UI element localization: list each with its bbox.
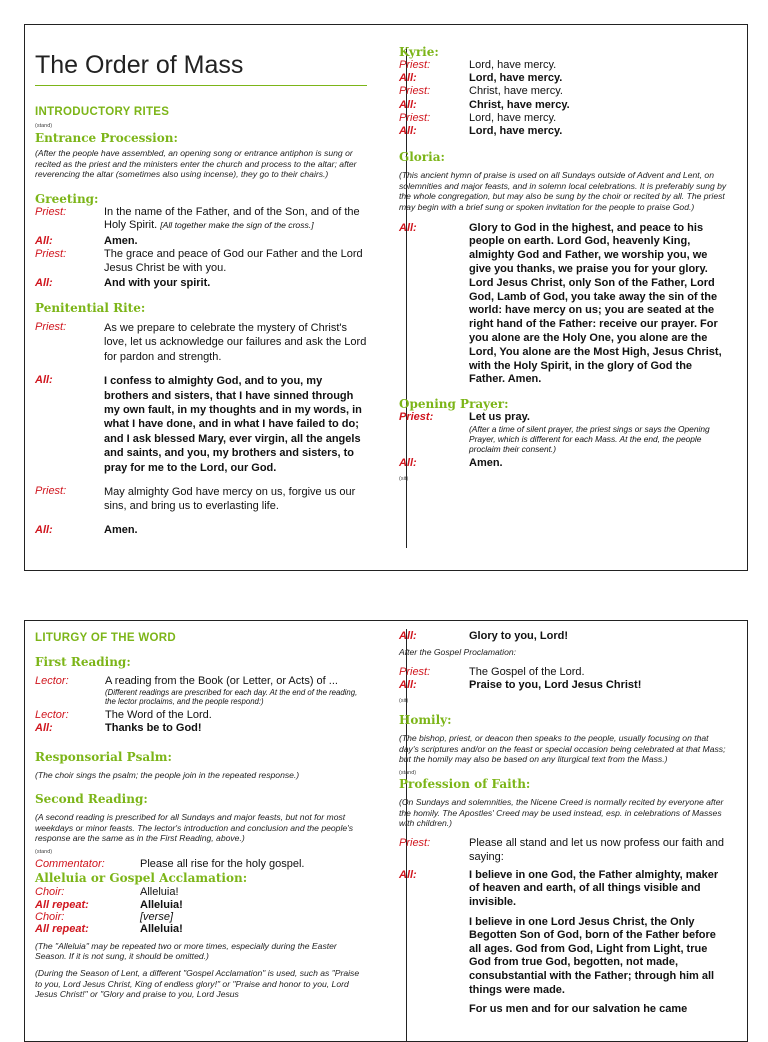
line-text: Lord, have mercy. bbox=[469, 59, 557, 71]
penitential-line bbox=[35, 321, 368, 364]
sit-cue: (sit) bbox=[399, 475, 409, 482]
after-gospel-note: After the Gospel Proclamation: bbox=[399, 647, 517, 658]
homily-title: Homily: bbox=[399, 713, 452, 728]
line-text: As we prepare to celebrate the mystery of Christ's love, let us acknowledge our failures and ask the Lord for pardon and strength. bbox=[104, 322, 367, 363]
opening-prayer-note: (After a time of silent prayer, the priest sings or says the Opening Prayer, which is different for each Mass. At the end, the people proclaim their consent.) bbox=[469, 424, 710, 455]
penitential-line bbox=[35, 485, 368, 514]
speaker-label: Choir: bbox=[35, 886, 65, 899]
speaker-label: All: bbox=[399, 72, 417, 85]
stand-cue: (stand) bbox=[399, 769, 417, 776]
speaker-label: All: bbox=[399, 457, 417, 470]
speaker-label: Priest: bbox=[399, 59, 431, 71]
line-text: Let us pray. (After a time of silent prayer, the priest sings or says the Opening Prayer, which is different for each Mass. At the end, the people proclaim their consent.) bbox=[469, 411, 729, 454]
stand-cue: (stand) bbox=[35, 848, 53, 855]
line-text: Glory to you, Lord! bbox=[469, 630, 568, 642]
opening-prayer-title: Opening Prayer: bbox=[399, 397, 509, 412]
speaker-label: All: bbox=[35, 276, 53, 289]
creed-paragraph: I believe in one Lord Jesus Christ, the Only Begotten Son of God, born of the Father before all ages. God from God, Light from Light, true God from true God, begotten, not made, consubstantial with the Father; through him all things were made. bbox=[469, 915, 716, 996]
line-text: Amen. bbox=[104, 235, 138, 248]
speaker-label: All repeat: bbox=[35, 898, 89, 911]
speaker-label: Commentator: bbox=[35, 857, 105, 870]
speaker-label: Priest: bbox=[35, 321, 67, 333]
gospel-response-line bbox=[399, 630, 729, 643]
faith-note: (On Sundays and solemnities, the Nicene Creed is normally recited by everyone after the homily. The Apostles' Creed may be used instead, esp. in celebrations of Masses with children.) bbox=[399, 796, 724, 829]
page-title: The Order of Mass bbox=[35, 51, 244, 79]
speaker-label: Choir: bbox=[35, 911, 65, 923]
line-text: Alleluia! bbox=[140, 886, 179, 899]
psalm-note: (The choir sings the psalm; the people join in the repeated response.) bbox=[35, 769, 300, 780]
speaker-label: All: bbox=[35, 235, 53, 248]
gospel-line bbox=[399, 679, 729, 692]
speaker-label: Priest: bbox=[399, 665, 431, 678]
speaker-label: All: bbox=[399, 125, 417, 138]
entrance-note: (After the people have assembled, an opening song or entrance antiphon is sung or recited as the priest and the ministers enter the church and process to the altar; after reverencing the altar (sometimes also using incense), they go to their chairs.) bbox=[35, 148, 357, 180]
speaker-label: Priest: bbox=[35, 485, 67, 498]
lent-note: (During the Season of Lent, a different "Gospel Acclamation" is used, such as "Praise to you, Lord Jesus Christ, King of endless glory!" or "Praise and honor to you, Lord Jesus Christ!" or "Glory and praise to you, Lord Jesus bbox=[35, 968, 360, 1000]
gloria-line bbox=[399, 222, 729, 388]
kyrie-title: Kyrie: bbox=[399, 45, 439, 59]
first-reading-line bbox=[35, 675, 368, 706]
sit-cue: (sit) bbox=[399, 698, 409, 705]
page-two bbox=[24, 620, 748, 1042]
first-reading-line bbox=[35, 709, 368, 722]
speaker-label: Lector: bbox=[35, 675, 69, 687]
creed-paragraph: For us men and for our salvation he came bbox=[469, 1003, 688, 1016]
first-reading-note: (Different readings are prescribed for each day. At the end of the reading, the lector proclaims, and the people respond:) bbox=[105, 688, 358, 707]
line-text: Lord, have mercy. bbox=[469, 111, 557, 124]
line-text: A reading from the Book (or Letter, or Acts) of ... (Different readings are prescribed for each day. At the end of the reading, the lector proclaims, and the people respond:) bbox=[105, 675, 368, 706]
alleluia-title: Alleluia or Gospel Acclamation: bbox=[35, 871, 248, 886]
speaker-label: Priest: bbox=[399, 836, 431, 849]
greeting-line bbox=[35, 277, 368, 290]
alleluia-line bbox=[35, 911, 368, 923]
line-text: The Gospel of the Lord. bbox=[469, 665, 585, 678]
greeting-line bbox=[35, 248, 368, 274]
speaker-label: All: bbox=[399, 98, 417, 111]
alleluia-note: (The "Alleluia" may be repeated two or more times, especially during the Easter Season. If it is not sung, it should be omitted.) bbox=[35, 940, 337, 962]
entrance-title: Entrance Procession: bbox=[35, 131, 178, 145]
kyrie-line bbox=[399, 59, 729, 72]
speaker-label: Priest: bbox=[399, 85, 431, 98]
title-rule bbox=[35, 85, 367, 86]
homily-note: (The bishop, priest, or deacon then speaks to the people, usually focusing on that day's scriptures and/or on the feast or special occasion being celebrated at that Mass; but the homily may also be based on any liturgical text from the Mass.) bbox=[399, 733, 726, 765]
line-text: May almighty God have mercy on us, forgive us our sins, and bring us to everlasting life. bbox=[104, 486, 356, 513]
speaker-label: Priest: bbox=[35, 248, 67, 261]
gloria-note: (This ancient hymn of praise is used on all Sundays outside of Advent and Lent, on solemnities and major feasts, and in solemn local celebrations. It is preferably sung by the whole congregation, but may also be sung by the choir or recited by all. The priest may begin with a brief sung or spoken invitation for the people to praise God.) bbox=[399, 170, 727, 212]
line-text: Christ, have mercy. bbox=[469, 98, 570, 111]
speaker-label: All: bbox=[399, 630, 417, 642]
page-one bbox=[24, 24, 748, 571]
line-text bbox=[469, 869, 729, 1017]
speaker-label: All: bbox=[35, 523, 53, 536]
alleluia-line bbox=[35, 899, 368, 911]
speaker-label: Priest: bbox=[35, 205, 67, 218]
first-reading-title: First Reading: bbox=[35, 655, 131, 669]
line-text: Please all rise for the holy gospel. bbox=[140, 857, 305, 870]
speaker-label: All: bbox=[35, 374, 53, 387]
penitential-line bbox=[35, 524, 368, 537]
greeting-title: Greeting: bbox=[35, 191, 99, 206]
speaker-label: All repeat: bbox=[35, 923, 89, 936]
speaker-label: Priest: bbox=[399, 411, 434, 424]
commentator-line bbox=[35, 858, 368, 871]
speaker-label: Priest: bbox=[399, 111, 431, 124]
kyrie-line bbox=[399, 72, 729, 85]
faith-title: Profession of Faith: bbox=[399, 776, 531, 791]
opening-prayer-line bbox=[399, 457, 729, 470]
line-text: Praise to you, Lord Jesus Christ! bbox=[469, 679, 642, 691]
psalm-title: Responsorial Psalm: bbox=[35, 749, 172, 764]
speaker-label: All: bbox=[399, 868, 417, 881]
liturgy-header: LITURGY OF THE WORD bbox=[35, 632, 176, 644]
faith-line bbox=[399, 836, 729, 864]
greeting-line bbox=[35, 206, 368, 232]
line-text: Glory to God in the highest, and peace to his people on earth. Lord God, heavenly King, almighty God and Father, we worship you, we give you thanks, we praise you for your glory. Lord Jesus Christ, only Son of the Father, Lord God, Lamb of God, you take away the sin of the world: have mercy on us; you are seated at the right hand of the Father: receive our prayer. For you alone are the Holy One, you alone are the Lord, You alone are the Most High, Jesus Christ, with the Holy Spirit, in the glory of God the Father. Amen. bbox=[469, 221, 722, 386]
line-text: Amen. bbox=[469, 457, 503, 470]
line-text: Christ, have mercy. bbox=[469, 85, 563, 98]
alleluia-line bbox=[35, 886, 368, 898]
line-text: The grace and peace of God our Father and the Lord Jesus Christ be with you. bbox=[104, 248, 363, 274]
creed-paragraph: I believe in one God, the Father almighty, maker of heaven and earth, of all things visible and invisible. bbox=[469, 868, 719, 908]
speaker-label: All: bbox=[399, 679, 417, 691]
first-reading-line bbox=[35, 722, 368, 735]
line-text: And with your spirit. bbox=[104, 276, 211, 289]
second-reading-title: Second Reading: bbox=[35, 792, 148, 807]
line-text: Lord, have mercy. bbox=[469, 125, 563, 138]
line-text: Thanks be to God! bbox=[105, 722, 202, 735]
line-text: The Word of the Lord. bbox=[105, 709, 212, 722]
line-text: Alleluia! bbox=[140, 898, 183, 911]
line-text: I confess to almighty God, and to you, my brothers and sisters, that I have sinned through my own fault, in my thoughts and in my words, in what I have done, and in what I have failed to do; and I ask blessed Mary, ever virgin, all the angels and saints, and you, my brothers and sisters, to pray for me to the Lord, our God. bbox=[104, 375, 362, 474]
right-column bbox=[399, 621, 729, 1017]
speaker-label: All: bbox=[399, 221, 417, 234]
opening-prayer-line bbox=[399, 411, 729, 454]
line-text: Alleluia! bbox=[140, 923, 183, 936]
left-column bbox=[35, 621, 368, 1000]
second-reading-note: (A second reading is prescribed for all Sundays and major feasts, but not for most weekdays or minor feasts. The lector's introduction and conclusion and the people's response are the same as in the First Reading, above.) bbox=[35, 812, 354, 844]
greeting-line bbox=[35, 235, 368, 248]
speaker-label: All: bbox=[35, 722, 53, 735]
penitential-title: Penitential Rite: bbox=[35, 301, 146, 315]
kyrie-line bbox=[399, 125, 729, 138]
speaker-label: Lector: bbox=[35, 709, 69, 722]
kyrie-line bbox=[399, 85, 729, 98]
line-text: Amen. bbox=[104, 523, 138, 536]
introductory-rites-header: INTRODUCTORY RITES bbox=[35, 106, 170, 118]
gospel-line bbox=[399, 666, 729, 679]
alleluia-line bbox=[35, 923, 368, 935]
stand-cue: (stand) bbox=[35, 123, 53, 129]
inline-note: [All together make the sign of the cross.] bbox=[160, 219, 314, 230]
line-text: Lord, have mercy. bbox=[469, 72, 563, 85]
line-text: In the name of the Father, and of the Son, and of the Holy Spirit. [All together make the sign of the cross.] bbox=[104, 205, 360, 231]
creed-line bbox=[399, 869, 729, 1017]
left-column bbox=[35, 25, 368, 537]
kyrie-line bbox=[399, 99, 729, 112]
gloria-title: Gloria: bbox=[399, 150, 445, 165]
line-text: [verse] bbox=[140, 911, 174, 923]
kyrie-line bbox=[399, 112, 729, 125]
right-column bbox=[399, 25, 729, 483]
penitential-line bbox=[35, 374, 368, 475]
line-text: Please all stand and let us now profess our faith and saying: bbox=[469, 836, 724, 863]
